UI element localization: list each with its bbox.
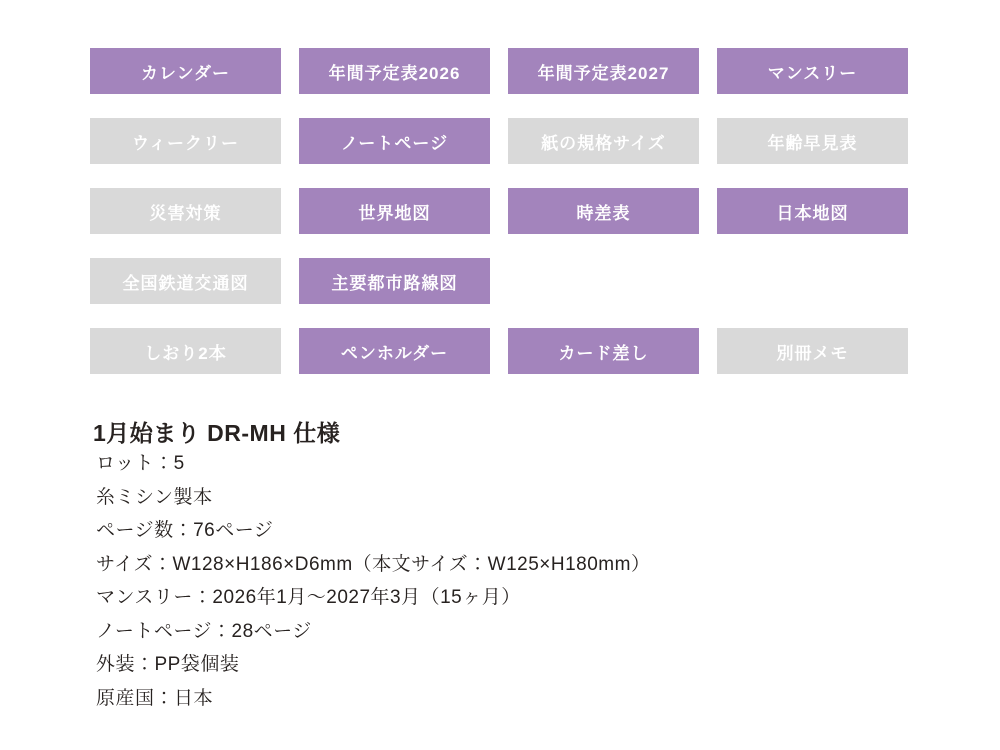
feature-badge-japan-map: 日本地図 (717, 188, 908, 234)
feature-badge-world-map: 世界地図 (299, 188, 490, 234)
feature-badge-city-route-map: 主要都市路線図 (299, 258, 490, 304)
spec-line-packaging: 外装：PP袋個装 (96, 654, 240, 675)
feature-badge-weekly: ウィークリー (90, 118, 281, 164)
feature-badge-monthly: マンスリー (717, 48, 908, 94)
feature-badge-disaster-prep: 災害対策 (90, 188, 281, 234)
feature-badge-age-chart: 年齢早見表 (717, 118, 908, 164)
feature-badge-rail-map: 全国鉄道交通図 (90, 258, 281, 304)
spec-line-origin: 原産国：日本 (96, 687, 214, 709)
feature-badge-paper-sizes: 紙の規格サイズ (508, 118, 699, 164)
feature-badge-time-zones: 時差表 (508, 188, 699, 234)
spec-line-page-count: ページ数：76ページ (96, 520, 274, 541)
spec-list (96, 447, 956, 715)
feature-badge-yearly-2027: 年間予定表2027 (508, 48, 699, 94)
feature-badge-memo-booklet: 別冊メモ (717, 328, 908, 374)
feature-badge-pen-holder: ペンホルダー (299, 328, 490, 374)
feature-badge-calendar: カレンダー (90, 48, 281, 94)
feature-badge-note-pages: ノートページ (299, 118, 490, 164)
spec-line-size: サイズ：W128×H186×D6mm（本文サイズ：W125×H180mm） (96, 553, 651, 575)
feature-badge-grid (90, 48, 908, 374)
product-title: 1月始まり DR-MH 仕様 (93, 420, 341, 447)
feature-badge-card-slot: カード差し (508, 328, 699, 374)
spec-line-monthly: マンスリー：2026年1月～2027年3月（15ヶ月） (96, 587, 521, 608)
spec-line-note-pages: ノートページ：28ページ (96, 620, 312, 642)
spec-line-binding: 糸ミシン製本 (96, 486, 213, 508)
spec-line-lot: ロット：5 (96, 453, 185, 474)
feature-badge-yearly-2026: 年間予定表2026 (299, 48, 490, 94)
feature-badge-bookmarks: しおり2本 (90, 328, 281, 374)
